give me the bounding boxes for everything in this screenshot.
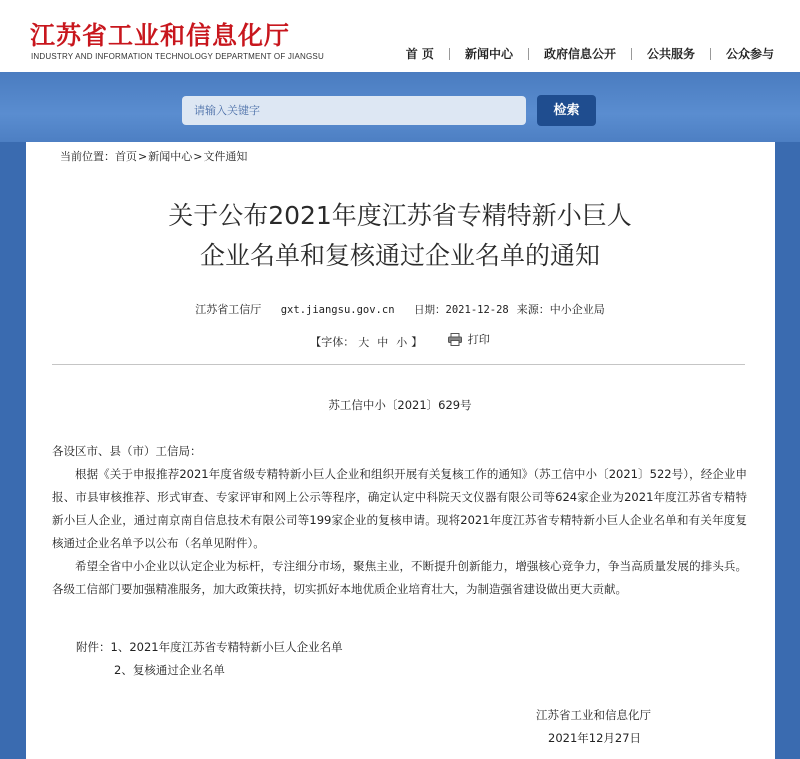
breadcrumb-prefix: 当前位置： [60,150,115,163]
printer-icon [448,333,462,346]
font-size-large[interactable]: 大 [358,335,370,349]
signature-org: 江苏省工业和信息化厅 [536,708,651,722]
article-site: gxt.jiangsu.gov.cn [280,304,395,316]
nav-home[interactable]: 首 页 [405,47,434,61]
print-label: 打印 [467,333,490,346]
nav-divider [710,48,711,60]
article-tools [0,331,800,350]
font-size-end: 】 [411,335,423,349]
content-divider [52,364,745,365]
article-meta [0,301,800,317]
breadcrumb-separator: > [193,150,203,163]
article-date: 日期：2021-12-28 [414,304,509,316]
nav-gov-info[interactable]: 政府信息公开 [543,47,616,61]
nav-public-participation[interactable]: 公众参与 [725,47,774,61]
signature-date: 2021年12月27日 [548,731,642,745]
breadcrumb-home[interactable]: 首页 [115,150,137,163]
breadcrumb-news[interactable]: 新闻中心 [148,150,193,163]
site-logo-subtitle: INDUSTRY AND INFORMATION TECHNOLOGY DEPARTMENT OF JIANGSU [31,52,324,61]
article-title-line2: 企业名单和复核通过企业名单的通知 [199,241,600,270]
search-button[interactable]: 检索 [537,95,596,126]
font-size-medium[interactable]: 中 [377,335,389,349]
site-logo-title[interactable]: 江苏省工业和信息化厅 [30,21,291,50]
breadcrumb-separator: > [138,150,148,163]
font-size-label: 【字体： [310,335,355,349]
search-input[interactable]: 请输入关键字 [182,96,526,125]
article-origin: 来源：中小企业局 [516,303,605,316]
body-paragraph: 根据《关于申报推荐2021年度省级专精特新小巨人企业和组织开展有关复核工作的通知》（苏工信中小〔2021〕522号），经企业申报、市县审核推荐、形式审查、专家评审和网上公示等程序，确定认定中科院天文仪器有限公司等624家企业为2021年度江苏省专精特新小巨人企业，通过南京南自信息技术有限公司等199家企业的复核申请。现将2021年度江苏省专精特新小巨人企业名单和有关年度复核通过企业名单予以公布（名单见附件）。 [52,467,747,550]
article-title-line1: 关于公布2021年度江苏省专精特新小巨人 [168,201,632,230]
nav-public-service[interactable]: 公共服务 [646,47,695,61]
salutation: 各设区市、县（市）工信局： [52,444,202,458]
site-header [0,0,800,72]
nav-divider [631,48,632,60]
print-button[interactable] [448,331,490,347]
article-source: 江苏省工信厅 [195,303,262,316]
main-nav [406,45,774,62]
breadcrumb [60,148,247,164]
body-paragraph: 希望全省中小企业以认定企业为标杆，专注细分市场，聚焦主业，不断提升创新能力，增强核心竞争力，争当高质量发展的排头兵。各级工信部门要加强精准服务，加大政策扶持，切实抓好本地优质企业培育壮大，为制造强省建设做出更大贡献。 [52,559,747,596]
nav-divider [528,48,529,60]
document-number: 苏工信中小〔2021〕629号 [328,398,472,412]
font-size-small[interactable]: 小 [396,335,408,349]
breadcrumb-notices[interactable]: 文件通知 [203,150,248,163]
nav-news-center[interactable]: 新闻中心 [464,47,513,61]
attachment-2[interactable]: 2、复核通过企业名单 [114,663,225,677]
attachment-1[interactable]: 附件：1、2021年度江苏省专精特新小巨人企业名单 [76,640,343,654]
article-body [52,440,747,601]
nav-divider [449,48,450,60]
article-title [60,196,740,276]
